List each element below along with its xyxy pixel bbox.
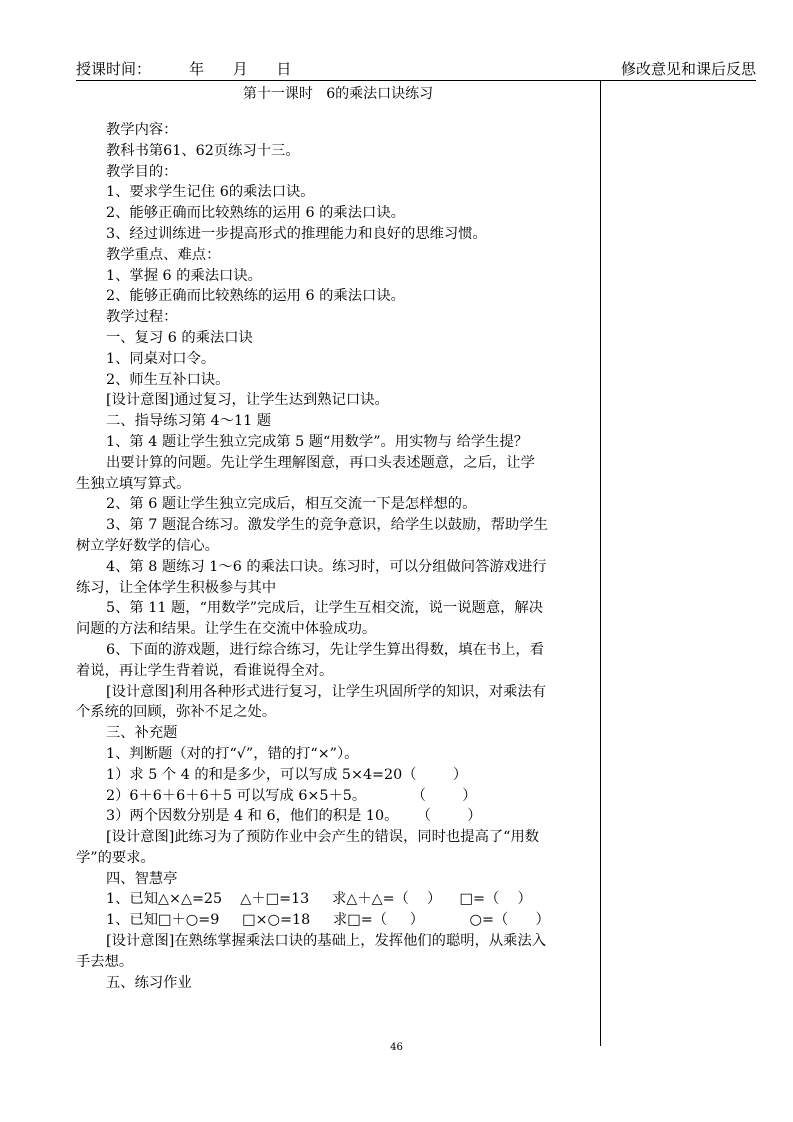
lesson-time-label: 授课时间： 年 月 日 [76,60,292,78]
text-line: 2、能够正确而比较熟练的运用 6 的乘法口诀。 [106,205,405,222]
text-line: [设计意图]在熟练掌握乘法口诀的基础上，发挥他们的聪明，从乘法入 [106,933,547,950]
text-line: 1、第 4 题让学生独立完成第 5 题“用数学”。用实物与 给学生提？ [106,433,529,450]
text-line: 教学内容： [106,122,178,138]
text-line: 三、补充题 [106,725,178,742]
header-rule [76,80,756,81]
text-line: 2、第 6 题让学生独立完成后，相互交流一下是怎样想的。 [106,496,477,513]
text-line: [设计意图]利用各种形式进行复习，让学生巩固所学的知识，对乘法有 [106,683,547,700]
text-line: 教学目的： [106,163,178,180]
text-line: 1、同桌对口令。 [106,350,216,367]
page-header [76,56,756,80]
text-line: 1、已知□＋○=9 □×○=18 求□=（ ） ○=（ ） [106,912,550,929]
text-line: 四、智慧亭 [106,870,178,887]
text-line: 教科书第61、62页练习十三。 [106,142,300,159]
text-line: 2、能够正确而比较熟练的运用 6 的乘法口诀。 [106,288,405,305]
text-line: 3）两个因数分别是 4 和 6，他们的积是 10。 （ ） [106,808,482,825]
text-line: 二、指导练习第 4～11 题 [106,413,272,430]
text-line: [设计意图]此练习为了预防作业中会产生的错误，同时也提高了“用数 [106,829,540,846]
text-line: 一、复习 6 的乘法口诀 [106,329,253,346]
text-line: 树立学好数学的信心。 [76,537,219,554]
text-line: 学”的要求。 [76,849,155,866]
lesson-body [76,120,596,993]
text-line: 5、第 11 题，“用数学”完成后，让学生互相交流，说一说题意，解决 [106,600,544,617]
text-line: 手去想。 [76,953,134,970]
text-line: 2）6＋6＋6＋6＋5 可以写成 6×5＋5。 （ ） [106,787,477,804]
text-line: 个系统的回顾，弥补不足之处。 [76,704,277,721]
lesson-title: 第十一课时 6的乘法口诀练习 [242,86,434,102]
text-line: 问题的方法和结果。让学生在交流中体验成功。 [76,621,377,638]
text-line: 1）求 5 个 4 的和是多少，可以写成 5×4=20（ ） [106,766,468,783]
text-line: 6、下面的游戏题，进行综合练习，先让学生算出得数，填在书上，看 [106,641,544,658]
text-line: 五、练习作业 [106,974,192,991]
revision-notes-label: 修改意见和课后反思 [620,60,756,78]
text-line: 出要计算的问题。先让学生理解图意，再口头表述题意，之后，让学 [106,454,535,471]
text-line: 1、要求学生记住 6的乘法口诀。 [106,184,315,201]
text-line: 3、第 7 题混合练习。激发学生的竞争意识，给学生以鼓励，帮助学生 [106,517,548,534]
text-line: 1、判断题（对的打“√”，错的打“×”）。 [106,745,359,762]
text-line: 教学过程： [106,309,178,326]
text-line: 4、第 8 题练习 1～6 的乘法口诀。练习时，可以分组做问答游戏进行 [106,558,547,575]
text-line: 1、已知△×△=25 △＋□=13 求△＋△=（ ） □=（ ） [106,891,532,908]
column-divider [600,80,601,1046]
text-line: 生独立填写算式。 [76,475,191,492]
text-line: 着说，再让学生背着说，看谁说得全对。 [76,662,334,679]
text-line: 3、经过训练进一步提高形式的推理能力和良好的思维习惯。 [106,225,487,242]
text-line: 教学重点、难点： [106,246,221,263]
text-line: [设计意图]通过复习，让学生达到熟记口诀。 [106,392,389,409]
text-line: 练习，让全体学生积极参与其中 [76,579,277,596]
text-line: 2、师生互补口诀。 [106,371,230,388]
text-line: 1、掌握 6 的乘法口诀。 [106,267,262,284]
page-number: 46 [390,1042,403,1053]
